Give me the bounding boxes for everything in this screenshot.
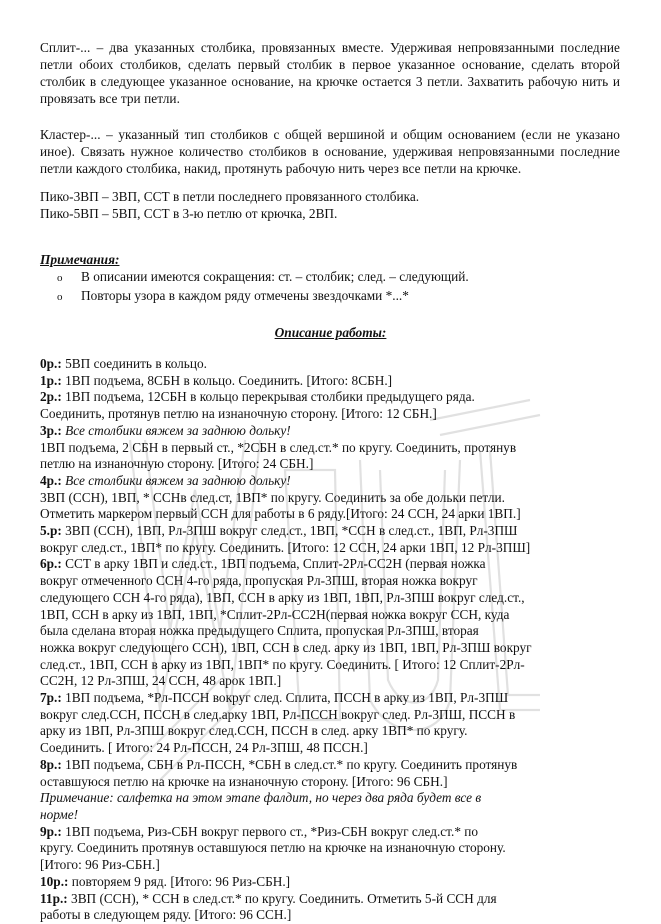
- row-line: [40, 874, 620, 891]
- row-text: Примечание: салфетка на этом этапе фалдит, но через два ряда будет все в: [40, 790, 482, 806]
- row-line: [40, 757, 620, 774]
- row-text: Все столбики вяжем за заднюю дольку!: [61, 422, 291, 438]
- row-line: [40, 857, 620, 874]
- row-text: петлю на изнаночную сторону. [Итого: 24 СБН.]: [40, 456, 314, 472]
- list-item: [57, 287, 627, 306]
- row-text: Соединить, протянув петлю на изнаночную сторону. [Итого: 12 СБН.]: [40, 406, 437, 422]
- row-text: ССТ в арку 1ВП и след.ст., 1ВП подъема, Сплит-2Рл-СС2Н (первая ножка: [61, 556, 486, 572]
- row-line: [40, 891, 620, 908]
- row-text: 3ВП (ССН), 1ВП, * ССНв след.ст, 1ВП* по кругу. Соединить за обе дольки петли.: [40, 489, 505, 505]
- pico5-definition: Пико-5ВП – 5ВП, ССТ в 3-ю петлю от крючка, 2ВП.: [40, 206, 338, 221]
- row-line: [40, 373, 620, 390]
- note-text: Повторы узора в каждом ряду отмечены звездочками *...*: [81, 288, 409, 303]
- row-line: [40, 506, 620, 523]
- row-text: 3ВП (ССН), 1ВП, Рл-3ПШ вокруг след.ст., 1ВП, *ССН в след.ст., 1ВП, Рл-3ПШ: [61, 523, 518, 539]
- bullet-icon: o: [57, 291, 63, 303]
- row-line: [40, 490, 620, 507]
- row-text: работы в следующем ряду. [Итого: 96 ССН.]: [40, 907, 292, 923]
- row-line: [40, 657, 620, 674]
- row-text: [Итого: 96 Риз-СБН.]: [40, 857, 160, 873]
- intro-split: [40, 40, 620, 108]
- row-text: вокруг след.ССН, ПССН в след.арку 1ВП, Рл-ПССН вокруг след. Рл-3ПШ, ПССН в: [40, 706, 516, 722]
- row-line: [40, 540, 620, 557]
- row-text: Соединить. [ Итого: 24 Рл-ПССН, 24 Рл-3ПШ, 48 ПССН.]: [40, 740, 368, 756]
- row-text: 1ВП подъема, *Рл-ПССН вокруг след. Сплита, ПССН в арку из 1ВП, Рл-3ПШ: [61, 690, 509, 706]
- row-text: Отметить маркером первый ССН для работы в 6 ряду.[Итого: 24 ССН, 24 арки 1ВП.]: [40, 506, 521, 522]
- row-label: 3р.:: [40, 422, 62, 438]
- row-text: норме!: [40, 806, 79, 822]
- row-line: [40, 556, 620, 573]
- row-line: [40, 590, 620, 607]
- row-label: 10р.:: [40, 873, 69, 889]
- row-label: 6р.:: [40, 556, 62, 572]
- row-text: 1ВП, ССН в арку из 1ВП, 1ВП, *Сплит-2Рл-СС2Н(первая ножка вокруг ССН, куда: [40, 606, 510, 622]
- row-line: [40, 807, 620, 824]
- intro-cluster: [40, 127, 620, 178]
- row-line: [40, 389, 620, 406]
- row-line: [40, 707, 620, 724]
- row-text: вокруг след.ст., 1ВП* по кругу. Соединить. [Итого: 12 ССН, 24 арки 1ВП, 12 Рл-3ПШ]: [40, 539, 531, 555]
- row-line: [40, 640, 620, 657]
- pico3-definition: Пико-3ВП – 3ВП, ССТ в петли последнего провязанного столбика.: [40, 189, 420, 204]
- row-line: [40, 423, 620, 440]
- row-line: [40, 607, 620, 624]
- row-line: [40, 473, 620, 490]
- row-line: [40, 523, 620, 540]
- row-text: 1ВП подъема, 8СБН в кольцо. Соединить. [Итого: 8СБН.]: [61, 372, 393, 388]
- row-text: след.ст., 1ВП, ССН в арку из 1ВП, 1ВП* по кругу. Соединить. [ Итого: 12 Сплит-2Рл-: [40, 656, 525, 672]
- row-text: 1ВП подъема, 2 СБН в первый ст., *2СБН в след.ст.* по кругу. Соединить, протянув: [40, 439, 517, 455]
- row-line: [40, 356, 620, 373]
- bullet-icon: o: [57, 272, 63, 284]
- row-line: [40, 623, 620, 640]
- row-line: [40, 690, 620, 707]
- notes-list: [57, 268, 627, 306]
- row-line: [40, 573, 620, 590]
- notes-title: Примечания:: [40, 252, 120, 267]
- row-line: [40, 440, 620, 457]
- row-label: 9р.:: [40, 823, 62, 839]
- list-item: [57, 268, 627, 287]
- row-line: [40, 774, 620, 791]
- row-text: повторяем 9 ряд. [Итого: 96 Риз-СБН.]: [68, 873, 291, 889]
- row-line: [40, 824, 620, 841]
- row-text: вокруг отмеченного ССН 4-го ряда, пропуская Рл-3ПШ, вторая ножка вокруг: [40, 573, 478, 589]
- row-line: [40, 673, 620, 690]
- row-text: 1ВП подъема, СБН в Рл-ПССН, *СБН в след.ст.* по кругу. Соединить протянув: [61, 756, 518, 772]
- row-text: 1ВП подъема, 12СБН в кольцо перекрывая столбики предыдущего ряда.: [61, 389, 475, 405]
- row-label: 11р.:: [40, 890, 68, 906]
- row-text: 1ВП подъема, Риз-СБН вокруг первого ст., *Риз-СБН вокруг след.ст.* по: [61, 823, 479, 839]
- row-text: оставшуюся петлю на крючке на изнаночную сторону. [Итого: 96 СБН.]: [40, 773, 448, 789]
- row-text: была сделана вторая ножка предыдущего Сплита, пропуская Рл-3ПШ, вторая: [40, 623, 479, 639]
- row-text: ножка вокруг следующего ССН), 1ВП, ССН в след. арку из 1ВП, 1ВП, Рл-3ПШ вокруг: [40, 639, 532, 655]
- row-label: 4р.:: [40, 472, 62, 488]
- row-text: следующего ССН 4-го ряда), 1ВП, ССН в арку из 1ВП, 1ВП, Рл-3ПШ вокруг след.ст.,: [40, 589, 525, 605]
- row-text: кругу. Соединить протянув оставшуюся петлю на крючке на изнаночную сторону.: [40, 840, 506, 856]
- note-text: В описании имеются сокращения: ст. – столбик; след. – следующий.: [81, 269, 469, 284]
- row-label: 5.р:: [40, 523, 62, 539]
- cluster-definition: Кластер-... – указанный тип столбиков с общей вершиной и общим основанием (если не указано иное). Связать нужное количество столбиков в основание, удерживая непровязанными последние петли каждого столбика, накид, протянуть рабочую нить через все петли на крючке.: [40, 127, 620, 176]
- row-line: [40, 740, 620, 757]
- row-text: 3ВП (ССН), * ССН в след.ст.* по кругу. Соединить. Отметить 5-й ССН для: [67, 890, 497, 906]
- row-label: 2р.:: [40, 389, 62, 405]
- row-label: 7р.:: [40, 690, 62, 706]
- row-line: [40, 907, 620, 924]
- row-line: [40, 456, 620, 473]
- row-text: Все столбики вяжем за заднюю дольку!: [61, 472, 291, 488]
- split-definition: Сплит-... – два указанных столбика, провязанных вместе. Удерживая непровязанными последние петли обоих столбиков, сделать первый столбик в первое указанное основание, сделать второй столбик в следующее указанное основание, на крючке остается 3 петли. Захватить рабочую нить и провязать все три петли.: [40, 40, 620, 106]
- row-text: 5ВП соединить в кольцо.: [61, 356, 207, 371]
- row-text: арку из 1ВП, Рл-3ПШ вокруг след.ССН, ПССН в след. арку 1ВП* по кругу.: [40, 723, 468, 739]
- row-line: [40, 790, 620, 807]
- row-text: СС2Н, 12 Рл-3ПШ, 24 ССН, 48 арок 1ВП.]: [40, 673, 282, 689]
- row-line: [40, 406, 620, 423]
- row-label: 8р.:: [40, 756, 62, 772]
- row-label: 0р.:: [40, 356, 62, 371]
- row-line: [40, 840, 620, 857]
- row-line: [40, 723, 620, 740]
- row-label: 1р.:: [40, 372, 62, 388]
- work-description: [40, 356, 620, 924]
- section-title: Описание работы:: [274, 325, 387, 340]
